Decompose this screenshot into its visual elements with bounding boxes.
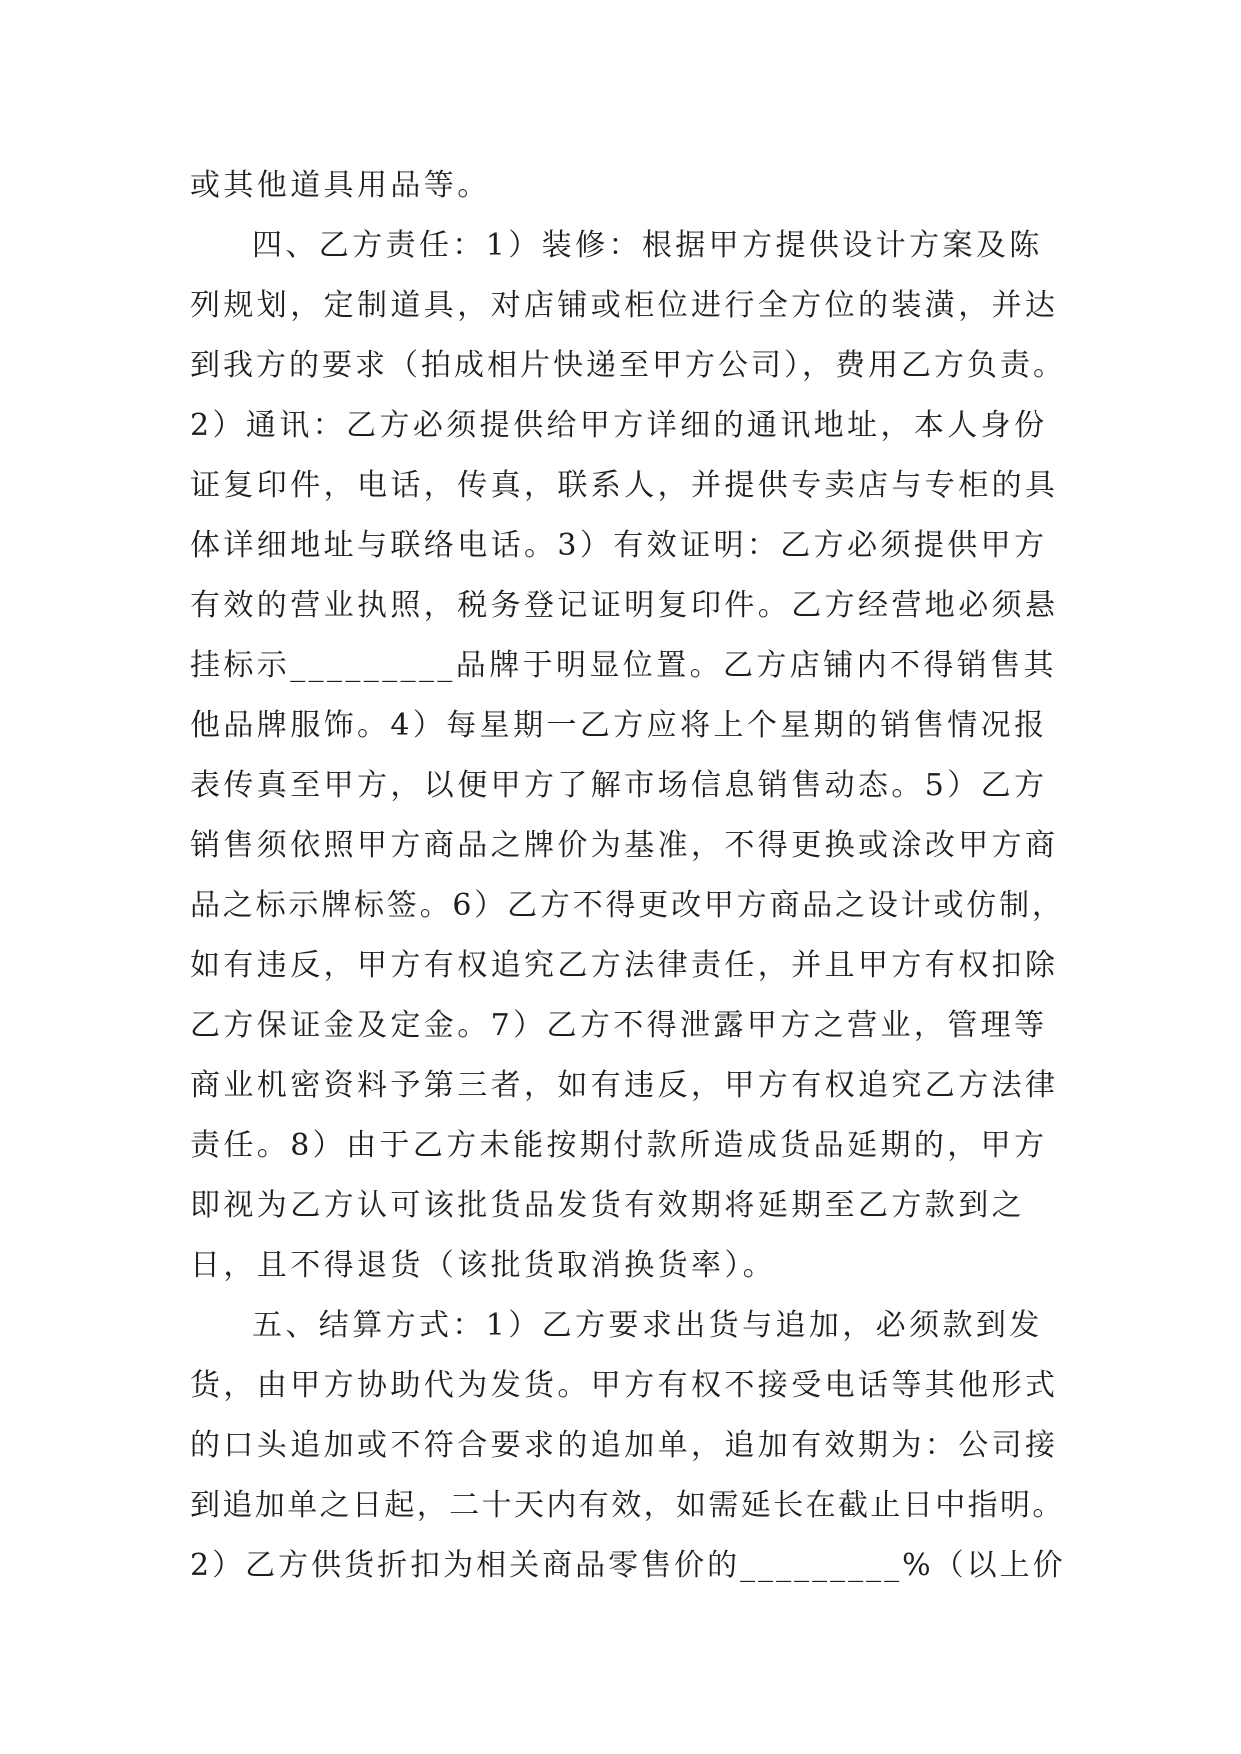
text-line: 有效的营业执照，税务登记证明复印件。乙方经营地必须悬 xyxy=(190,588,1059,623)
text-line: 销售须依照甲方商品之牌价为基准，不得更换或涂改甲方商 xyxy=(190,828,1059,863)
text-line: 责任。8）由于乙方未能按期付款所造成货品延期的，甲方 xyxy=(190,1128,1048,1163)
text-line: 列规划，定制道具，对店铺或柜位进行全方位的装潢，并达 xyxy=(190,288,1059,323)
text-line: 2）通讯：乙方必须提供给甲方详细的通讯地址，本人身份 xyxy=(190,408,1048,443)
text-line: 2）乙方供货折扣为相关商品零售价的_________%（以上价 xyxy=(190,1548,1066,1583)
section-four-heading-line: 四、乙方责任：1）装修：根据甲方提供设计方案及陈 xyxy=(252,228,1043,263)
contract-text xyxy=(190,156,1065,1596)
text-line: 表传真至甲方，以便甲方了解市场信息销售动态。5）乙方 xyxy=(190,768,1048,803)
text-line: 日，且不得退货（该批货取消换货率）。 xyxy=(190,1248,777,1283)
text-line: 品之标示牌标签。6）乙方不得更改甲方商品之设计或仿制， xyxy=(190,888,1065,923)
text-line: 到追加单之日起，二十天内有效，如需延长在截止日中指明。 xyxy=(190,1488,1065,1523)
text-line: 到我方的要求（拍成相片快递至甲方公司），费用乙方负责。 xyxy=(190,348,1066,383)
text-line: 如有违反，甲方有权追究乙方法律责任，并且甲方有权扣除 xyxy=(190,948,1059,983)
section-five-heading-line: 五、结算方式：1）乙方要求出货与追加，必须款到发 xyxy=(252,1308,1043,1343)
text-line: 乙方保证金及定金。7）乙方不得泄露甲方之营业，管理等 xyxy=(190,1008,1048,1043)
text-line: 货，由甲方协助代为发货。甲方有权不接受电话等其他形式 xyxy=(190,1368,1059,1403)
text-line: 即视为乙方认可该批货品发货有效期将延期至乙方款到之 xyxy=(190,1188,1025,1223)
text-line: 体详细地址与联络电话。3）有效证明：乙方必须提供甲方 xyxy=(190,528,1048,563)
text-line: 挂标示_________品牌于明显位置。乙方店铺内不得销售其 xyxy=(190,648,1057,683)
text-line: 的口头追加或不符合要求的追加单，追加有效期为：公司接 xyxy=(190,1428,1059,1463)
text-line: 商业机密资料予第三者，如有违反，甲方有权追究乙方法律 xyxy=(190,1068,1059,1103)
text-line: 他品牌服饰。4）每星期一乙方应将上个星期的销售情况报 xyxy=(190,708,1048,743)
text-line: 或其他道具用品等。 xyxy=(190,168,491,203)
text-line: 证复印件，电话，传真，联系人，并提供专卖店与专柜的具 xyxy=(190,468,1059,503)
